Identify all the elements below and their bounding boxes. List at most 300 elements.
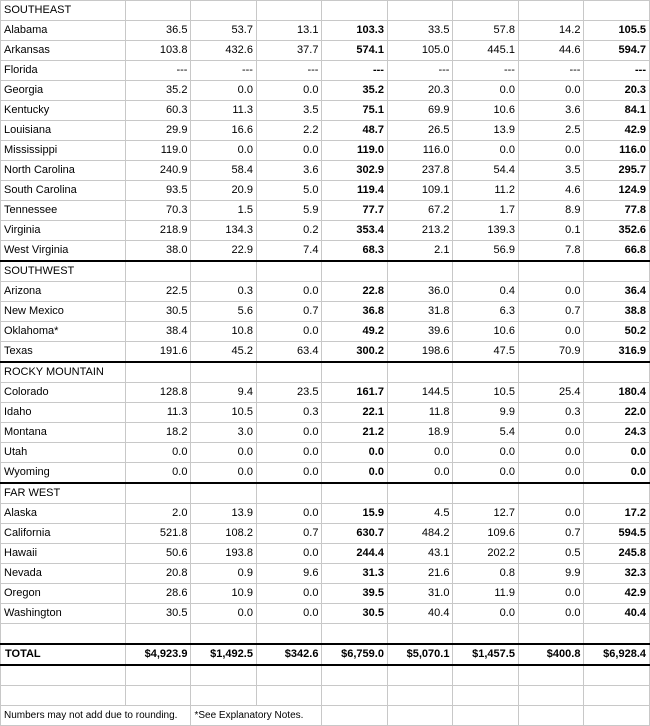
value-cell: 44.6 [518,41,584,61]
value-cell: 13.9 [191,504,257,524]
empty-cell [518,665,584,686]
value-cell: 37.7 [256,41,322,61]
value-cell: 35.2 [125,81,191,101]
empty-cell [387,1,453,21]
value-cell: 119.0 [322,141,388,161]
region-header-row [1,362,650,383]
value-cell: 57.8 [453,21,519,41]
value-cell: 594.5 [584,524,650,544]
empty-cell [322,706,388,726]
value-cell: 0.3 [256,403,322,423]
value-cell: 432.6 [191,41,257,61]
value-cell: 30.5 [125,302,191,322]
value-cell: 4.5 [387,504,453,524]
state-name: Wyoming [1,463,126,484]
value-cell: 0.0 [125,443,191,463]
empty-cell [453,362,519,383]
state-name: Idaho [1,403,126,423]
empty-cell [453,261,519,282]
value-cell: 40.4 [584,604,650,624]
state-name: Nevada [1,564,126,584]
value-cell: 0.7 [256,302,322,322]
value-cell: 0.0 [453,443,519,463]
value-cell: 191.6 [125,342,191,363]
value-cell: 26.5 [387,121,453,141]
value-cell: 105.5 [584,21,650,41]
value-cell: 445.1 [453,41,519,61]
table-row [1,121,650,141]
table-row [1,221,650,241]
value-cell: 202.2 [453,544,519,564]
value-cell: 0.4 [453,282,519,302]
value-cell: 1.7 [453,201,519,221]
table-row [1,241,650,262]
value-cell: 12.7 [453,504,519,524]
total-value: $1,457.5 [453,644,519,665]
value-cell: 66.8 [584,241,650,262]
value-cell: 40.4 [387,604,453,624]
empty-cell [125,261,191,282]
empty-cell [191,665,257,686]
table-row [1,322,650,342]
value-cell: 521.8 [125,524,191,544]
value-cell: 240.9 [125,161,191,181]
state-name: West Virginia [1,241,126,262]
table-row [1,41,650,61]
value-cell: 109.6 [453,524,519,544]
empty-cell [453,624,519,645]
value-cell: 103.8 [125,41,191,61]
region-title: ROCKY MOUNTAIN [1,362,126,383]
value-cell: 0.0 [518,322,584,342]
total-value: $5,070.1 [387,644,453,665]
value-cell: 10.8 [191,322,257,342]
table-row [1,504,650,524]
state-name: Washington [1,604,126,624]
value-cell: 10.6 [453,101,519,121]
empty-cell [518,483,584,504]
value-cell: 0.0 [518,504,584,524]
value-cell: 20.3 [387,81,453,101]
empty-cell [584,624,650,645]
value-cell: 53.7 [191,21,257,41]
value-cell: 13.1 [256,21,322,41]
value-cell: 18.2 [125,423,191,443]
value-cell: 484.2 [387,524,453,544]
state-name: Utah [1,443,126,463]
value-cell: --- [518,61,584,81]
table-row [1,463,650,484]
state-name: Alabama [1,21,126,41]
value-cell: 630.7 [322,524,388,544]
empty-cell [387,261,453,282]
blank-row [1,624,650,645]
value-cell: 0.0 [256,322,322,342]
value-cell: 11.3 [191,101,257,121]
value-cell: 0.0 [518,584,584,604]
table-row [1,383,650,403]
blank-row [1,686,650,706]
table-row [1,81,650,101]
empty-cell [518,1,584,21]
empty-cell [584,686,650,706]
total-value: $342.6 [256,644,322,665]
value-cell: 213.2 [387,221,453,241]
empty-cell [518,624,584,645]
value-cell: 0.0 [453,81,519,101]
value-cell: 5.4 [453,423,519,443]
empty-cell [518,261,584,282]
value-cell: 180.4 [584,383,650,403]
empty-cell [1,686,126,706]
empty-cell [256,261,322,282]
empty-cell [584,483,650,504]
empty-cell [518,686,584,706]
value-cell: 50.6 [125,544,191,564]
table-row [1,161,650,181]
value-cell: 2.1 [387,241,453,262]
value-cell: 0.0 [256,423,322,443]
value-cell: 3.6 [518,101,584,121]
value-cell: 0.0 [256,463,322,484]
table-row [1,21,650,41]
value-cell: 43.1 [387,544,453,564]
state-name: North Carolina [1,161,126,181]
value-cell: 10.9 [191,584,257,604]
value-cell: 38.4 [125,322,191,342]
value-cell: 0.0 [518,81,584,101]
value-cell: 3.5 [256,101,322,121]
value-cell: 22.5 [125,282,191,302]
table-row [1,564,650,584]
value-cell: 77.8 [584,201,650,221]
table-row [1,342,650,363]
value-cell: 244.4 [322,544,388,564]
value-cell: 21.6 [387,564,453,584]
value-cell: 39.5 [322,584,388,604]
table-row [1,584,650,604]
value-cell: --- [125,61,191,81]
value-cell: 75.1 [322,101,388,121]
value-cell: 9.9 [453,403,519,423]
region-header-row [1,1,650,21]
value-cell: 48.7 [322,121,388,141]
value-cell: 316.9 [584,342,650,363]
value-cell: 22.8 [322,282,388,302]
total-value: $4,923.9 [125,644,191,665]
value-cell: 15.9 [322,504,388,524]
value-cell: 116.0 [387,141,453,161]
region-title: SOUTHWEST [1,261,126,282]
value-cell: 30.5 [322,604,388,624]
empty-cell [191,686,257,706]
table-row [1,403,650,423]
empty-cell [453,706,519,726]
value-cell: 193.8 [191,544,257,564]
value-cell: 300.2 [322,342,388,363]
value-cell: 352.6 [584,221,650,241]
value-cell: 0.3 [518,403,584,423]
value-cell: 237.8 [387,161,453,181]
value-cell: 35.2 [322,81,388,101]
value-cell: 124.9 [584,181,650,201]
empty-cell [256,362,322,383]
table-row [1,61,650,81]
empty-cell [453,483,519,504]
value-cell: 161.7 [322,383,388,403]
value-cell: 0.0 [453,141,519,161]
value-cell: 108.2 [191,524,257,544]
empty-cell [453,686,519,706]
value-cell: 33.5 [387,21,453,41]
value-cell: 1.5 [191,201,257,221]
empty-cell [387,624,453,645]
empty-cell [584,706,650,726]
state-name: Oklahoma* [1,322,126,342]
empty-cell [125,624,191,645]
value-cell: 69.9 [387,101,453,121]
value-cell: 38.0 [125,241,191,262]
value-cell: 60.3 [125,101,191,121]
region-title: SOUTHEAST [1,1,126,21]
value-cell: 0.0 [584,463,650,484]
value-cell: 36.8 [322,302,388,322]
value-cell: 11.2 [453,181,519,201]
value-cell: 77.7 [322,201,388,221]
value-cell: 0.0 [518,604,584,624]
state-name: Texas [1,342,126,363]
value-cell: 0.0 [518,141,584,161]
value-cell: 21.2 [322,423,388,443]
value-cell: 22.9 [191,241,257,262]
value-cell: 9.4 [191,383,257,403]
state-name: New Mexico [1,302,126,322]
empty-cell [518,706,584,726]
value-cell: 6.3 [453,302,519,322]
value-cell: 295.7 [584,161,650,181]
value-cell: 0.1 [518,221,584,241]
total-value: $400.8 [518,644,584,665]
empty-cell [191,261,257,282]
value-cell: 353.4 [322,221,388,241]
empty-cell [387,362,453,383]
value-cell: 0.0 [453,604,519,624]
empty-cell [453,1,519,21]
state-name: California [1,524,126,544]
value-cell: 0.0 [518,282,584,302]
value-cell: 11.8 [387,403,453,423]
value-cell: 0.0 [256,584,322,604]
table-row [1,443,650,463]
value-cell: 29.9 [125,121,191,141]
value-cell: 11.9 [453,584,519,604]
value-cell: 54.4 [453,161,519,181]
notes-row [1,706,650,726]
value-cell: 0.9 [191,564,257,584]
table-row [1,141,650,161]
value-cell: 139.3 [453,221,519,241]
value-cell: 245.8 [584,544,650,564]
value-cell: 17.2 [584,504,650,524]
empty-cell [584,261,650,282]
empty-cell [322,483,388,504]
empty-cell [191,483,257,504]
value-cell: 67.2 [387,201,453,221]
value-cell: 105.0 [387,41,453,61]
value-cell: 25.4 [518,383,584,403]
state-name: Oregon [1,584,126,604]
value-cell: 36.5 [125,21,191,41]
value-cell: 70.3 [125,201,191,221]
state-name: Montana [1,423,126,443]
value-cell: 0.8 [453,564,519,584]
value-cell: 119.4 [322,181,388,201]
value-cell: 42.9 [584,121,650,141]
value-cell: 5.0 [256,181,322,201]
empty-cell [256,686,322,706]
empty-cell [322,624,388,645]
value-cell: 116.0 [584,141,650,161]
value-cell: 5.9 [256,201,322,221]
total-value: $6,759.0 [322,644,388,665]
value-cell: 302.9 [322,161,388,181]
value-cell: 0.0 [256,81,322,101]
state-name: Florida [1,61,126,81]
value-cell: 9.9 [518,564,584,584]
value-cell: 0.0 [191,463,257,484]
value-cell: --- [453,61,519,81]
value-cell: 10.5 [191,403,257,423]
value-cell: 16.6 [191,121,257,141]
region-header-row [1,261,650,282]
value-cell: --- [322,61,388,81]
value-cell: 0.0 [387,443,453,463]
value-cell: 0.0 [387,463,453,484]
empty-cell [125,1,191,21]
empty-cell [125,483,191,504]
value-cell: 10.5 [453,383,519,403]
state-name: Alaska [1,504,126,524]
value-cell: 23.5 [256,383,322,403]
region-title: FAR WEST [1,483,126,504]
empty-cell [256,624,322,645]
value-cell: 0.0 [191,141,257,161]
state-name: Arkansas [1,41,126,61]
empty-cell [1,665,126,686]
value-cell: 7.4 [256,241,322,262]
value-cell: 3.6 [256,161,322,181]
value-cell: --- [584,61,650,81]
value-cell: 68.3 [322,241,388,262]
value-cell: 11.3 [125,403,191,423]
value-cell: 50.2 [584,322,650,342]
value-cell: 9.6 [256,564,322,584]
value-cell: 0.0 [584,443,650,463]
value-cell: 0.0 [256,604,322,624]
value-cell: --- [387,61,453,81]
value-cell: 14.2 [518,21,584,41]
state-name: Mississippi [1,141,126,161]
value-cell: 39.6 [387,322,453,342]
table-row [1,604,650,624]
value-cell: 22.1 [322,403,388,423]
value-cell: 63.4 [256,342,322,363]
empty-cell [322,1,388,21]
value-cell: 31.8 [387,302,453,322]
empty-cell [125,362,191,383]
value-cell: 30.5 [125,604,191,624]
empty-cell [256,665,322,686]
value-cell: 93.5 [125,181,191,201]
value-cell: 49.2 [322,322,388,342]
value-cell: 10.6 [453,322,519,342]
value-cell: 3.0 [191,423,257,443]
value-cell: 70.9 [518,342,584,363]
table-row [1,524,650,544]
total-value: $6,928.4 [584,644,650,665]
empty-cell [322,362,388,383]
value-cell: 0.0 [191,443,257,463]
table-row [1,282,650,302]
value-cell: 28.6 [125,584,191,604]
empty-cell [322,665,388,686]
empty-cell [387,665,453,686]
empty-cell [256,1,322,21]
value-cell: 32.3 [584,564,650,584]
value-cell: 2.0 [125,504,191,524]
value-cell: 84.1 [584,101,650,121]
state-name: Tennessee [1,201,126,221]
rounding-note: Numbers may not add due to rounding. [1,706,191,726]
value-cell: 574.1 [322,41,388,61]
table-row [1,423,650,443]
value-cell: 20.9 [191,181,257,201]
value-cell: 103.3 [322,21,388,41]
value-cell: 0.0 [322,443,388,463]
value-cell: 198.6 [387,342,453,363]
state-name: Hawaii [1,544,126,564]
value-cell: 0.7 [518,524,584,544]
blank-row [1,665,650,686]
value-cell: 0.5 [518,544,584,564]
table-row [1,302,650,322]
value-cell: 20.8 [125,564,191,584]
value-cell: 218.9 [125,221,191,241]
value-cell: 36.4 [584,282,650,302]
value-cell: 119.0 [125,141,191,161]
table-row [1,181,650,201]
value-cell: 31.0 [387,584,453,604]
empty-cell [387,706,453,726]
state-name: Arizona [1,282,126,302]
explanatory-note: *See Explanatory Notes. [191,706,322,726]
empty-cell [387,483,453,504]
value-cell: 45.2 [191,342,257,363]
value-cell: 0.0 [518,423,584,443]
value-cell: 0.0 [518,463,584,484]
table-row [1,201,650,221]
empty-cell [191,624,257,645]
value-cell: 0.0 [518,443,584,463]
empty-cell [584,665,650,686]
value-cell: 0.0 [256,141,322,161]
value-cell: 7.8 [518,241,584,262]
value-cell: 0.0 [191,604,257,624]
value-cell: 13.9 [453,121,519,141]
state-name: Virginia [1,221,126,241]
empty-cell [191,362,257,383]
total-value: $1,492.5 [191,644,257,665]
